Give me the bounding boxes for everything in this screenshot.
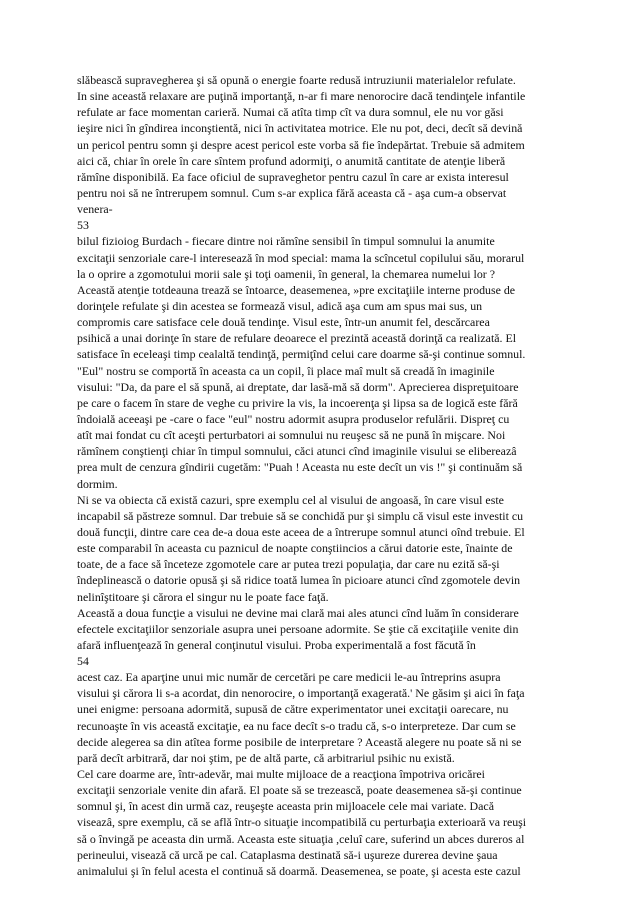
text-line: Această atenţie totdeauna trează se întoarce, deasemenea, »pre excitaţiile interne produse de xyxy=(77,282,516,297)
text-line: toate, de a face să înceteze zgomotele care ar putea trezi populaţia, dar care nu ezită să-şi xyxy=(77,557,500,572)
text-line: pentru noi să ne întrerupem somnul. Cum s-ar explica fără aceasta că - aşa cum-a observat xyxy=(77,185,507,200)
text-line: afară influenţează în general conţinutul visului. Proba experimentală a fost făcută în xyxy=(77,637,476,652)
text-line: aici că, chiar în orele în care sîntem profund adormiţi, o anumită cantitate de atenţie liberă xyxy=(77,153,506,168)
text-line: somnul şi, în acest din urmă caz, reuşeşte aceasta prin mijloacele cele mai variate. Dacă xyxy=(77,799,494,814)
page-number: 54 xyxy=(77,654,89,669)
text-line: incapabil să păstreze somnul. Dar trebuie să se conchidă pur şi simplu că visul este investit cu xyxy=(77,508,524,523)
text-line: pe care o facem în stare de veghe cu privire la vis, la incoerenţa şi lipsa sa de logică este fără xyxy=(77,395,518,410)
text-line: refulate ar face momentan carieră. Numai că atîta timp cît va dura somnul, ele nu vor găsi xyxy=(77,105,504,120)
text-line: Ni se va obiecta că există cazuri, spre exemplu cel al visului de angoasă, în care visul este xyxy=(77,492,504,507)
text-line: "Eul" nostru se comportă în aceasta ca un copil, îi place maî mult să creadă în imaginile xyxy=(77,363,495,378)
text-line: excitaţii senzoriale care-l interesează în mod special: mama la scîncetul copilului său, morarul xyxy=(77,250,525,265)
text-line: slăbească supravegherea şi să opună o energie foarte redusă intruziunii materialelor refulate. xyxy=(77,73,516,87)
text-line: recunoaşte în vis această excitaţie, ea nu face decît s-o tradu că, s-o interpreteze. Dar cum se xyxy=(77,718,516,733)
text-line: dorinţele refulate şi din acestea se formează visul, adică aşa cum am spus mai sus, un xyxy=(77,298,483,313)
text-line: la o oprire a zgomotului morii sale şi toţi oamenii, în general, la chemarea numelui lor ? xyxy=(77,266,496,281)
text-line: este comparabil în aceasta cu paznicul de noapte conştiincios a cărui datorie este, înainte de xyxy=(77,541,513,556)
text-line: rămîne disponibilă. Ea face oficiul de supraveghetor pentru cazul în care ar exista interesul xyxy=(77,169,509,184)
text-line: un pericol pentru somn şi despre acest pericol este vorba să fie îndepărtat. Trebuie să admitem xyxy=(77,137,525,152)
text-line: îndeplinească o datorie opusă şi să ridice toată lumea în picioare atunci cînd zgomotele devin xyxy=(77,573,521,588)
text-line: Cel care doarme are, într-adevăr, mai multe mijloace de a reacţiona împotriva oricărei xyxy=(77,767,485,782)
text-line: să o învingă pe aceasta din urmă. Aceasta este situaţia ,celuî care, suferind un abces dureros al xyxy=(77,831,525,846)
text-line: bilul fizioiog Burdach - fiecare dintre noi rămîne sensibil în timpul somnului la anumite xyxy=(77,234,495,249)
text-line: două funcţii, dintre care cea de-a doua este aceea de a întrerupe somnul atunci oînd trebuie. El xyxy=(77,524,525,539)
text-line: rămînem conştienţi chiar în timpul somnului, căci atunci cînd imaginile visului se elibereazâ xyxy=(77,444,517,459)
text-line: viseazâ, spre exemplu, că se află într-o situaţie incompatibilă cu perturbaţia exterioară va reuşi xyxy=(77,815,527,830)
text-line: unei enigme: persoana adormită, supusă de către experimentator unei excitaţii oarecare, nu xyxy=(77,702,509,717)
text-line: perineului, visează că urcă pe cal. Cataplasma destinată să-i uşureze durerea devine şaua xyxy=(77,847,498,862)
text-line: efectele excitaţiilor senzoriale asupra unei persoane adormite. Se ştie că excitaţiile venite din xyxy=(77,621,519,636)
text-line: venera- xyxy=(77,202,113,217)
text-line: satisface în eceleaşi timp cealaltă tendinţă, permiţînd celui care doarme să-şi continue somnul. xyxy=(77,347,526,362)
text-line: animalului şi în felul acesta el continuă să doarmă. Deasemenea, se poate, şi acesta este cazul xyxy=(77,863,521,878)
text-line: dormim. xyxy=(77,476,118,491)
text-line: In sine această relaxare are puţină importanţă, n-ar fi mare nenorocire dacă tendinţele infantile xyxy=(77,89,526,104)
text-line: acest caz. Ea aparţine unui mic număr de cercetări pe care medicii le-au întreprins asupra xyxy=(77,670,501,685)
text-line: îndoială aceeaşi pe -care o face "eul" nostru adormit asupra produselor refulării. Dispreţ cu xyxy=(77,411,510,426)
text-line: nelinîştitoare şi cărora el singur nu le poate face faţă. xyxy=(77,589,329,604)
text-line: visului şi cărora li s-a acordat, din nenorocire, o importanţă exagerată.' Ne găsim şi aici în faţa xyxy=(77,686,525,701)
text-line: compromis care satisface cele două tendinţe. Visul este, într-un anumit fel, descărcarea xyxy=(77,315,490,330)
text-line: atît mai fondat cu cît aceşti perturbatori ai somnului nu reuşesc să ne pună în mişcare. Noi xyxy=(77,428,506,443)
page-number: 53 xyxy=(77,218,89,233)
text-line: pară decît arbitrară, dar noi ştim, pe de altă parte, că arbitrariul psihic nu există. xyxy=(77,750,455,765)
text-line: Această a doua funcţie a visului ne devine mai clară mai ales atunci cînd luăm în considerare xyxy=(77,605,519,620)
text-line: decide alegerea sa din atîtea forme posibile de interpretare ? Această alegere nu poate să ni se xyxy=(77,734,522,749)
text-line: prea mult de cenzura gîndirii cugetăm: "Puah ! Aceasta nu este decît un vis !" şi continuăm să xyxy=(77,460,523,475)
body-text xyxy=(77,72,567,879)
text-line: ieşire nici în gîndirea inconştientă, nici în activitatea motrice. Ele nu pot, deci, decît să devină xyxy=(77,121,523,136)
text-line: excitaţii senzoriale venite din afară. El poate să se trezească, poate deasemenea să-şi continue xyxy=(77,783,522,798)
text-line: psihică a unai dorinţe în stare de refulare deoarece el prezintă această dorinţă ca realizată. El xyxy=(77,331,517,346)
text-line: visului: "Da, da pare el să spună, ai dreptate, dar lasă-mă să dorm". Aprecierea dispreţuitoare xyxy=(77,379,519,394)
